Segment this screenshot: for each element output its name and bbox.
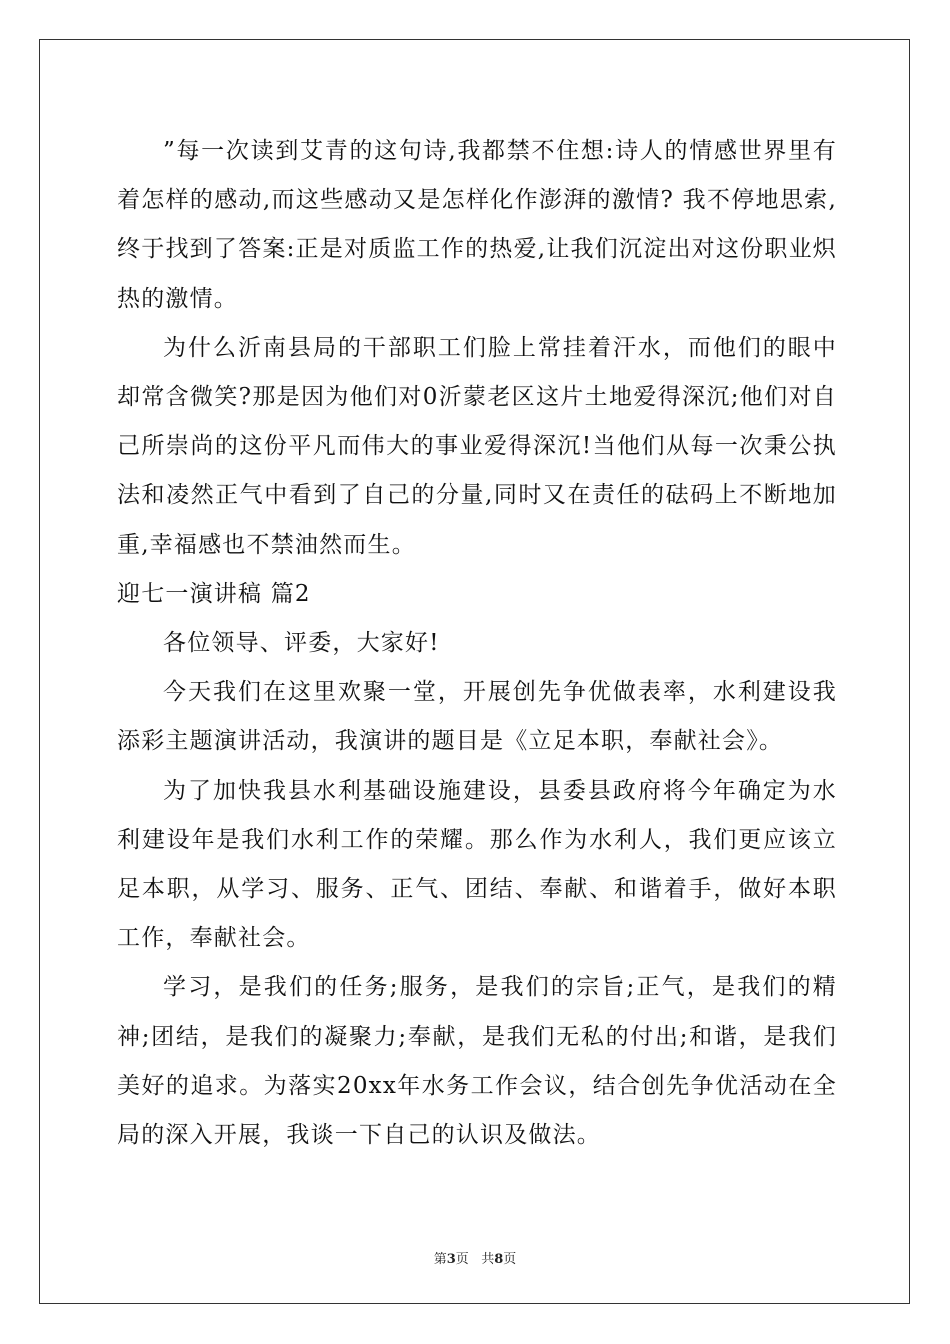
total-suffix: 页 bbox=[503, 1252, 517, 1267]
paragraph: 为了加快我县水利基础设施建设，县委县政府将今年确定为水利建设年是我们水利工作的荣耀。那么作为水利人，我们更应该立足本职，从学习、服务、正气、团结、奉献、和谐着手，做好本职工作，奉献社会。 bbox=[117, 777, 837, 952]
paragraph: ”每一次读到艾青的这句诗,我都禁不住想:诗人的情感世界里有着怎样的感动,而这些感动又是怎样化作澎湃的激情? 我不停地思索,终于找到了答案:正是对质监工作的热爱,让我们沉淀出对这份职业炽热的激情。 bbox=[117, 138, 837, 312]
page-suffix: 页 bbox=[455, 1252, 469, 1267]
section-heading: 迎七一演讲稿 篇2 bbox=[117, 580, 311, 607]
page-footer bbox=[0, 1248, 950, 1267]
paragraph: 今天我们在这里欢聚一堂，开展创先争优做表率，水利建设我添彩主题演讲活动，我演讲的题目是《立足本职，奉献社会》。 bbox=[117, 679, 837, 755]
total-prefix: 共 bbox=[481, 1252, 495, 1267]
document-body bbox=[117, 127, 837, 1160]
paragraph: 为什么沂南县局的干部职工们脸上常挂着汗水，而他们的眼中却常含微笑?那是因为他们对0沂蒙老区这片土地爱得深沉;他们对自己所崇尚的这份平凡而伟大的事业爱得深沉!当他们从每一次秉公执法和凌然正气中看到了自己的分量,同时又在责任的砝码上不断地加重,幸福感也不禁油然而生。 bbox=[117, 334, 837, 558]
page-prefix: 第 bbox=[433, 1252, 447, 1267]
page-number: 3 bbox=[446, 1252, 456, 1267]
paragraph: 学习，是我们的任务;服务，是我们的宗旨;正气，是我们的精神;团结，是我们的凝聚力;奉献，是我们无私的付出;和谐，是我们美好的追求。为落实20xx年水务工作会议，结合创先争优活动在全局的深入开展，我谈一下自己的认识及做法。 bbox=[117, 974, 837, 1149]
paragraph: 各位领导、评委，大家好! bbox=[163, 630, 440, 657]
total-pages: 8 bbox=[494, 1252, 504, 1267]
